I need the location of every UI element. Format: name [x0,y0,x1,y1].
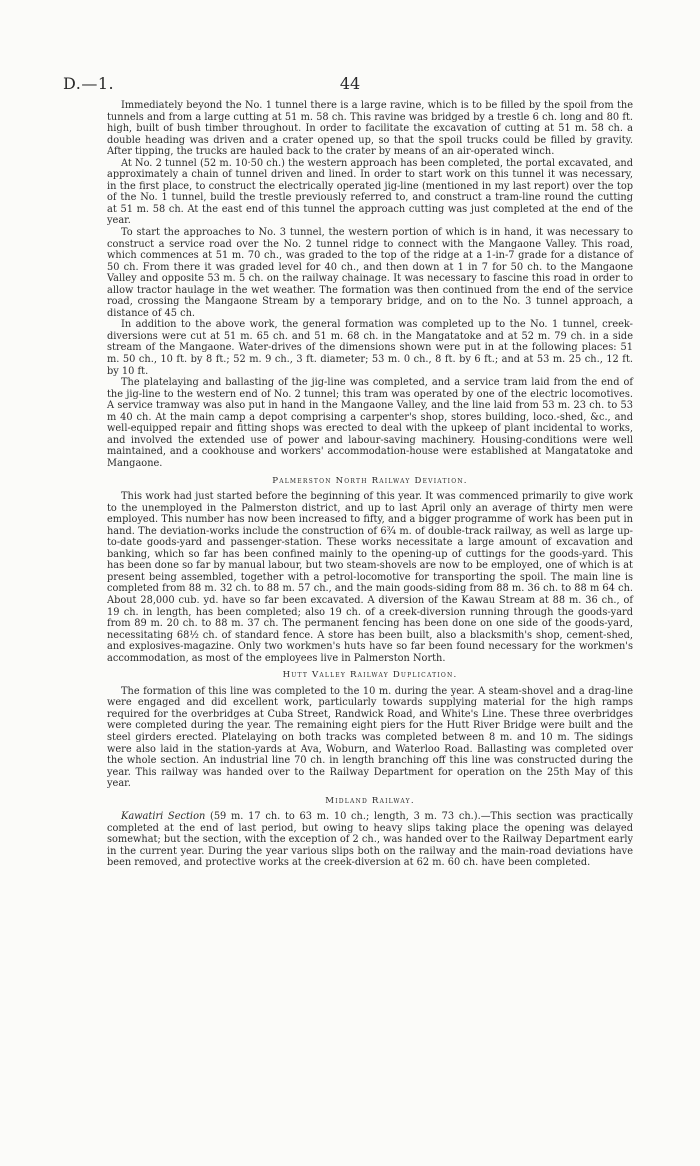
paragraph: Immediately beyond the No. 1 tunnel there is a large ravine, which is to be filled by the spoil from the tunnels and from a large cutting at 51 m. 58 ch. This ravine was bridged by a trestle 6 ch. long and 80 ft. high, built of bush timber throughout. In order to facilitate the excavation of cutting at 51 m. 58 ch. a double heading was driven and a crater opened up, so that the spoil trucks could be filled by gravity. After tipping, the trucks are hauled back to the crater by means of an air-operated winch. [107,100,633,158]
page-number: 44 [339,74,361,93]
paragraph: To start the approaches to No. 3 tunnel, the western portion of which is in hand, it was necessary to construct a service road over the No. 2 tunnel ridge to connect with the Mangaone Valley. This road, which commences at 51 m. 70 ch., was graded to the top of the ridge at a 1-in-7 grade for a distance of 50 ch. From there it was graded level for 40 ch., and then down at 1 in 7 for 50 ch. to the Mangaone Valley and opposite 53 m. 5 ch. on the railway chainage. It was necessary to fascine this road in order to allow tractor haulage in the wet weather. The formation was then continued from the end of the service road, crossing the Mangaone Stream by a temporary bridge, and on to the No. 3 tunnel approach, a distance of 45 ch. [107,227,633,319]
section-heading-palmerston: Palmerston North Railway Deviation. [272,475,468,486]
document-reference: D.—1. [63,74,115,93]
report-body [107,100,633,869]
subsection-text: (59 m. 17 ch. to 63 m. 10 ch.; length, 3 m. 73 ch.).—This section was practically completed at the end of last period, but owing to heavy slips taking place the opening was delayed somewhat; but the section, with the exception of 2 ch., was handed over to the Railway Department early in the current year. During the year various slips both on the railway and the main-road deviations have been removed, and protective works at the creek-diversion at 62 m. 60 ch. have been completed. [107,811,633,869]
paragraph: The formation of this line was completed to the 10 m. during the year. A steam-shovel and a drag-line were engaged and did excellent work, particularly towards supplying material for the high ramps required for the overbridges at Cuba Street, Randwick Road, and White's Line. These three overbridges were completed during the year. The remaining eight piers for the Hutt River Bridge were built and the steel girders erected. Platelaying on both tracks was completed between 8 m. and 10 m. The sidings were also laid in the station-yards at Ava, Woburn, and Waterloo Road. Ballasting was completed over the whole section. An industrial line 70 ch. in length branching off this line was constructed during the year. This railway was handed over to the Railway Department for operation on the 25th May of this year. [107,685,633,790]
paragraph: This work had just started before the beginning of this year. It was commenced primarily to give work to the unemployed in the Palmerston district, and up to last April only an average of thirty men were employed. This number has now been increased to fifty, and a bigger programme of work has been put in hand. The deviation-works include the construction of 6¾ m. of double-track railway, as well as large up-to-date goods-yard and passenger-station. These works necessitate a large amount of excavation and banking, which so far has been confined mainly to the opening-up of cuttings for the goods-yard. This has been done so far by manual labour, but two steam-shovels are now to be employed, one of which is at present being assembled, together with a petrol-locomotive for transporting the spoil. The main line is completed from 88 m. 32 ch. to 88 m. 57 ch., and the main goods-siding from 88 m. 36 ch. to 88 m 64 ch. About 28,000 cub. yd. have so far been excavated. A diversion of the Kawau Stream at 88 m. 36 ch., of 19 ch. in length, has been completed; also 19 ch. of a creek-diversion running through the goods-yard from 89 m. 20 ch. to 88 m. 37 ch. The permanent fencing has been done on one side of the goods-yard, necessitating 68½ ch. of standard fence. A store has been built, also a blacksmith's shop, cement-shed, and explosives-magazine. Only two workmen's huts have so far been found necessary for the workmen's accommodation, as most of the employees live in Palmerston North. [107,491,633,664]
paragraph: In addition to the above work, the general formation was completed up to the No. 1 tunnel, creek-diversions were cut at 51 m. 65 ch. and 51 m. 68 ch. in the Mangatatoke and at 52 m. 79 ch. in a side stream of the Mangaone. Water-drives of the dimensions shown were put in at the following places: 51 m. 50 ch., 10 ft. by 8 ft.; 52 m. 9 ch., 3 ft. diameter; 53 m. 0 ch., 8 ft. by 6 ft.; and at 53 m. 25 ch., 12 ft. by 10 ft. [107,319,633,377]
subsection-title: Kawatiri Section [121,811,206,823]
page-header [63,74,637,94]
paragraph: The platelaying and ballasting of the jig-line was completed, and a service tram laid from the end of the jig-line to the western end of No. 2 tunnel; this tram was operated by one of the electric locomotives. A service tramway was also put in hand in the Mangaone Valley, and the line laid from 53 m. 23 ch. to 53 m 40 ch. At the main camp a depot comprising a carpenter's shop, stores building, loco.-shed, &c., and well-equipped repair and fitting shops was erected to deal with the upkeep of plant incidental to works, and involved the extended use of power and labour-saving machinery. Housing-conditions were well maintained, and a cookhouse and workers' accommodation-house were established at Mangatatoke and Mangaone. [107,377,633,469]
paragraph-kawatiri [107,811,633,869]
paragraph: At No. 2 tunnel (52 m. 10·50 ch.) the western approach has been completed, the portal excavated, and approximately a chain of tunnel driven and lined. In order to start work on this tunnel it was necessary, in the first place, to construct the electrically operated jig-line (mentioned in my last report) over the top of the No. 1 tunnel, build the trestle previously referred to, and construct a tram-line round the cutting at 51 m. 58 ch. At the east end of this tunnel the approach cutting was just completed at the end of the year. [107,157,633,227]
section-heading-midland: Midland Railway. [325,795,415,806]
section-heading-hutt-valley: Hutt Valley Railway Duplication. [282,670,458,681]
